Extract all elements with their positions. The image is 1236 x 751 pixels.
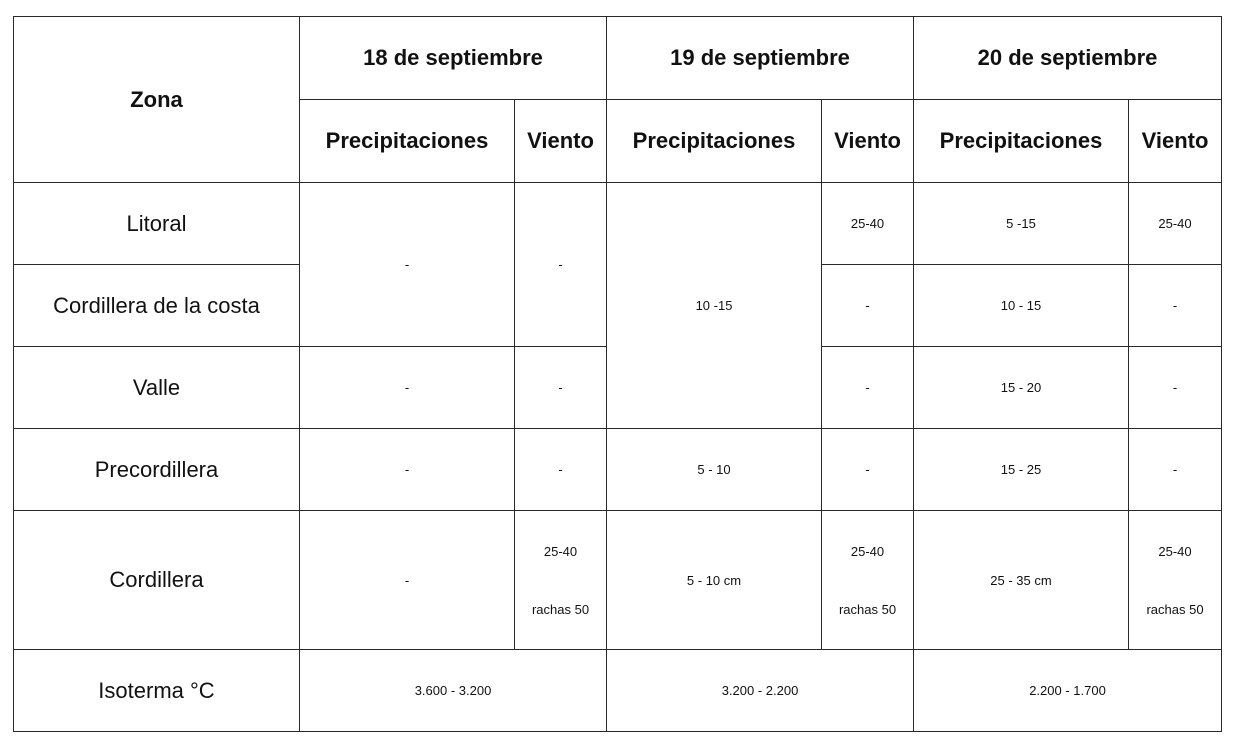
row-cordillera (14, 511, 1222, 650)
d20-precip-cordillera: 25 - 35 cm (914, 511, 1129, 650)
precip-header-18: Precipitaciones (300, 100, 515, 183)
d19-isoterma: 3.200 - 2.200 (607, 650, 914, 732)
zone-label-precordillera: Precordillera (14, 429, 300, 511)
d18-precip-litoral-costa: - (300, 183, 515, 347)
zone-label-litoral: Litoral (14, 183, 300, 265)
d20-viento-cordillera-gusts: rachas 50 (1146, 601, 1204, 617)
forecast-table-container (13, 16, 1222, 732)
viento-header-20: Viento (1129, 100, 1222, 183)
d18-viento-precordillera: - (515, 429, 607, 511)
header-row-dates (14, 17, 1222, 100)
d20-viento-litoral: 25-40 (1129, 183, 1222, 265)
d19-precip-litoral-costa-valle: 10 -15 (607, 183, 822, 429)
viento-header-19: Viento (822, 100, 914, 183)
d19-viento-litoral: 25-40 (822, 183, 914, 265)
zona-header: Zona (14, 17, 300, 183)
date-header-19: 19 de septiembre (607, 17, 914, 100)
d18-precip-cordillera: - (300, 511, 515, 650)
viento-header-18: Viento (515, 100, 607, 183)
d20-isoterma: 2.200 - 1.700 (914, 650, 1222, 732)
d20-viento-valle: - (1129, 347, 1222, 429)
row-isoterma (14, 650, 1222, 732)
row-litoral (14, 183, 1222, 265)
d19-viento-precordillera: - (822, 429, 914, 511)
forecast-table (13, 16, 1222, 732)
d20-viento-cordillera-speed: 25-40 (1158, 543, 1192, 559)
d20-viento-precordillera: - (1129, 429, 1222, 511)
d19-viento-valle: - (822, 347, 914, 429)
zone-label-valle: Valle (14, 347, 300, 429)
d20-precip-precordillera: 15 - 25 (914, 429, 1129, 511)
d20-precip-costa: 10 - 15 (914, 265, 1129, 347)
d19-viento-costa: - (822, 265, 914, 347)
row-precordillera (14, 429, 1222, 511)
d18-viento-valle: - (515, 347, 607, 429)
d18-precip-precordillera: - (300, 429, 515, 511)
d19-precip-cordillera: 5 - 10 cm (607, 511, 822, 650)
d18-viento-cordillera-speed: 25-40 (543, 543, 578, 559)
d20-precip-valle: 15 - 20 (914, 347, 1129, 429)
d18-viento-litoral-costa: - (515, 183, 607, 347)
d18-isoterma: 3.600 - 3.200 (300, 650, 607, 732)
zone-label-cordillera: Cordillera (14, 511, 300, 650)
d19-viento-cordillera (822, 511, 914, 650)
d20-viento-cordillera (1129, 511, 1222, 650)
d18-viento-cordillera (515, 511, 607, 650)
d20-viento-costa: - (1129, 265, 1222, 347)
d18-viento-cordillera-gusts: rachas 50 (531, 601, 590, 617)
precip-header-19: Precipitaciones (607, 100, 822, 183)
d19-viento-cordillera-gusts: rachas 50 (838, 601, 897, 617)
d19-viento-cordillera-speed: 25-40 (850, 543, 885, 559)
date-header-20: 20 de septiembre (914, 17, 1222, 100)
d19-precip-precordillera: 5 - 10 (607, 429, 822, 511)
zone-label-isoterma: Isoterma °C (14, 650, 300, 732)
date-header-18: 18 de septiembre (300, 17, 607, 100)
precip-header-20: Precipitaciones (914, 100, 1129, 183)
zone-label-cordillera-costa: Cordillera de la costa (14, 265, 300, 347)
d20-precip-litoral: 5 -15 (914, 183, 1129, 265)
d18-precip-valle: - (300, 347, 515, 429)
